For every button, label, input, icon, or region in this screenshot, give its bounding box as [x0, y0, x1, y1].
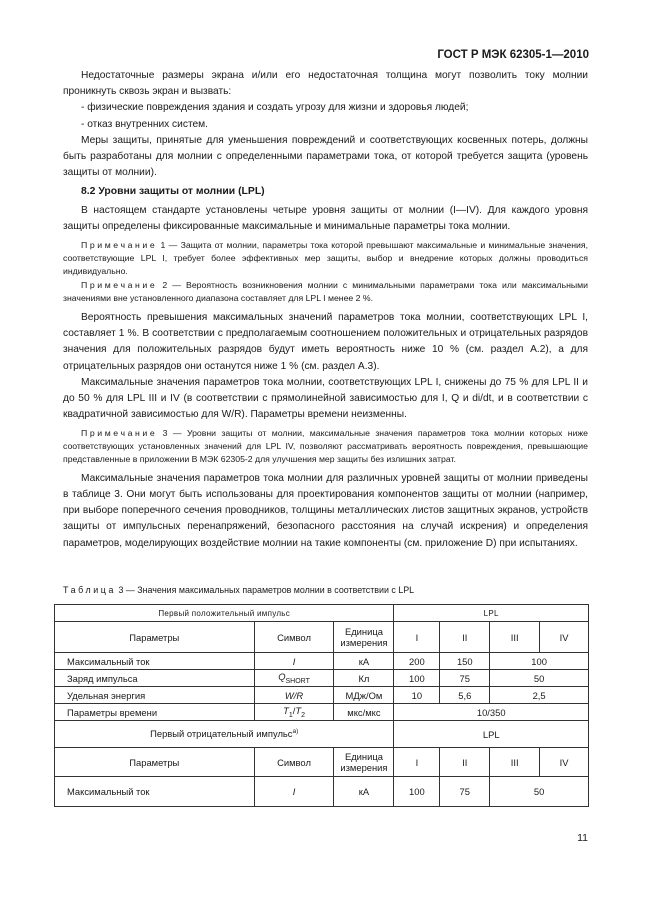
lpl-header: LPL [394, 605, 589, 622]
row-value-1: 200 [394, 653, 440, 670]
row-value-34: 50 [490, 670, 589, 687]
row-value-2: 75 [440, 777, 490, 807]
section-heading: 8.2 Уровни защиты от молнии (LPL) [81, 186, 265, 198]
paragraph: Меры защиты, принятые для уменьшения повреждений и соответствующих косвенных потерь, должны быть разработаны для молнии с определенными параметрами тока, от которой требуется защита (уровень защиты от молнии). [63, 134, 588, 179]
header-lpl-2: II [440, 748, 490, 777]
lpl-header: LPL [394, 721, 589, 748]
row-name: Максимальный ток [55, 653, 255, 670]
row-value-1: 100 [394, 777, 440, 807]
row-name: Параметры времени [55, 704, 255, 721]
note-text: 1 — Защита от молнии, параметры тока которой превышают максимальные и минимальные значения, соответствующие LPL I, требует более эффективных мер защиты, выбор и внедрение которых должны проводиться индивидуально. [63, 240, 588, 276]
row-unit: МДж/Ом [334, 687, 394, 704]
row-symbol: I [254, 653, 334, 670]
table-caption [63, 585, 414, 595]
row-unit: кА [334, 653, 394, 670]
row-value-1: 100 [394, 670, 440, 687]
header-unit: Единица измерения [334, 622, 394, 653]
lpl-parameters-table [54, 604, 589, 807]
note [63, 427, 588, 465]
table-column-header [55, 748, 589, 777]
row-symbol: W/R [254, 687, 334, 704]
bullet-item: - физические повреждения здания и создать угрозу для жизни и здоровья людей; [81, 102, 469, 114]
table-caption-text: 3 — Значения максимальных параметров молнии в соответствии с LPL [116, 585, 415, 595]
row-value-all: 10/350 [394, 704, 589, 721]
bullet-item: - отказ внутренних систем. [81, 118, 208, 130]
note [63, 239, 588, 277]
header-symbol: Символ [254, 748, 334, 777]
row-value-34: 2,5 [490, 687, 589, 704]
table-row [55, 653, 589, 670]
note-label: Примечание [81, 280, 158, 291]
paragraph: В настоящем стандарте установлены четыре уровня защиты от молнии (I—IV). Для каждого уровня защиты определены фиксированные максимальные и минимальные параметры тока молнии. [63, 204, 588, 232]
paragraph: Недостаточные размеры экрана и/или его недостаточная толщина могут позволить току молнии проникнуть сквозь экран и вызвать: [63, 70, 588, 98]
table-row [55, 670, 589, 687]
row-value-34: 50 [490, 777, 589, 807]
table-row [55, 687, 589, 704]
footnote-marker: а) [292, 728, 299, 736]
row-symbol: I [254, 777, 334, 807]
note [63, 279, 588, 305]
paragraph: Максимальные значения параметров тока молнии, соответствующих LPL I, снижены до 75 % для LPL II и до 50 % для LPL III и IV (в соответствии с прямолинейной зависимостью для I, Q и di/dt, и в соответствии с квадратичной зависимостью для W/R). Параметры времени неизменны. [63, 376, 588, 421]
row-unit: кА [334, 777, 394, 807]
row-name: Заряд импульса [55, 670, 255, 687]
note-label: Примечание [81, 240, 158, 251]
document-header: ГОСТ Р МЭК 62305-1—2010 [437, 49, 589, 61]
row-symbol: $Q_{SHORT}$ [254, 670, 334, 687]
header-params: Параметры [55, 622, 255, 653]
row-name: Максимальный ток [55, 777, 255, 807]
section-title: Первый положительный импульс [55, 605, 394, 622]
table-caption-label: Таблица [63, 585, 116, 595]
row-symbol: $T_1/T_2$ [254, 704, 334, 721]
header-lpl-1: I [394, 622, 440, 653]
table-column-header [55, 622, 589, 653]
row-name: Удельная энергия [55, 687, 255, 704]
page-number: 11 [577, 832, 588, 844]
header-lpl-2: II [440, 622, 490, 653]
table-section-header [55, 721, 589, 748]
note-label: Примечание [81, 428, 158, 439]
row-value-34: 100 [490, 653, 589, 670]
table-row [55, 777, 589, 807]
header-symbol: Символ [254, 622, 334, 653]
note-text: 2 — Вероятность возникновения молнии с минимальными параметрами тока или максимальными значениями вне установленного диапазона составляет для LPL I менее 2 %. [63, 280, 588, 304]
row-value-2: 5,6 [440, 687, 490, 704]
paragraph: Максимальные значения параметров тока молнии для различных уровней защиты от молнии приведены в таблице 3. Они могут быть использованы для проектирования компонентов защиты от молнии (например, при выборе поперечного сечения проводников, толщины металлических листов защитных экранов, устройств защиты от импульсных перенапряжений, безопасного расстояния на случай искрения) и определения параметров, моделирующих воздействие молнии на такие компоненты (см. приложение D) при испытаниях. [63, 472, 588, 549]
header-unit: Единица измерения [334, 748, 394, 777]
row-value-1: 10 [394, 687, 440, 704]
header-lpl-4: IV [540, 748, 589, 777]
row-value-2: 75 [440, 670, 490, 687]
header-lpl-3: III [490, 748, 540, 777]
table-row [55, 704, 589, 721]
section-title: Первый отрицательный импульс$^{а)}$ [55, 721, 394, 748]
note-text: 3 — Уровни защиты от молнии, максимальные значения параметров тока молнии которых ниже соответствующих установленных значений для LPL IV, позволяют рассматривать вероятность повреждения, превышающие представленные в приложении В МЭК 62305-2 для улучшения мер защиты без излишних затрат. [63, 428, 588, 465]
header-lpl-3: III [490, 622, 540, 653]
paragraph: Вероятность превышения максимальных значений параметров тока молнии, соответствующих LPL I, составляет 1 %. В соответствии с предполагаемым соотношением положительных и отрицательных разрядов значения для положительных разрядов будут иметь вероятность ниже 10 % (см. раздел А.2), а для отрицательных разрядов они останутся ниже 1 % (см. раздел А.3). [63, 312, 588, 372]
table-section-header [55, 605, 589, 622]
row-unit: Кл [334, 670, 394, 687]
row-value-2: 150 [440, 653, 490, 670]
header-lpl-1: I [394, 748, 440, 777]
header-lpl-4: IV [540, 622, 589, 653]
body-text [63, 68, 588, 552]
header-params: Параметры [55, 748, 255, 777]
row-unit: мкс/мкс [334, 704, 394, 721]
